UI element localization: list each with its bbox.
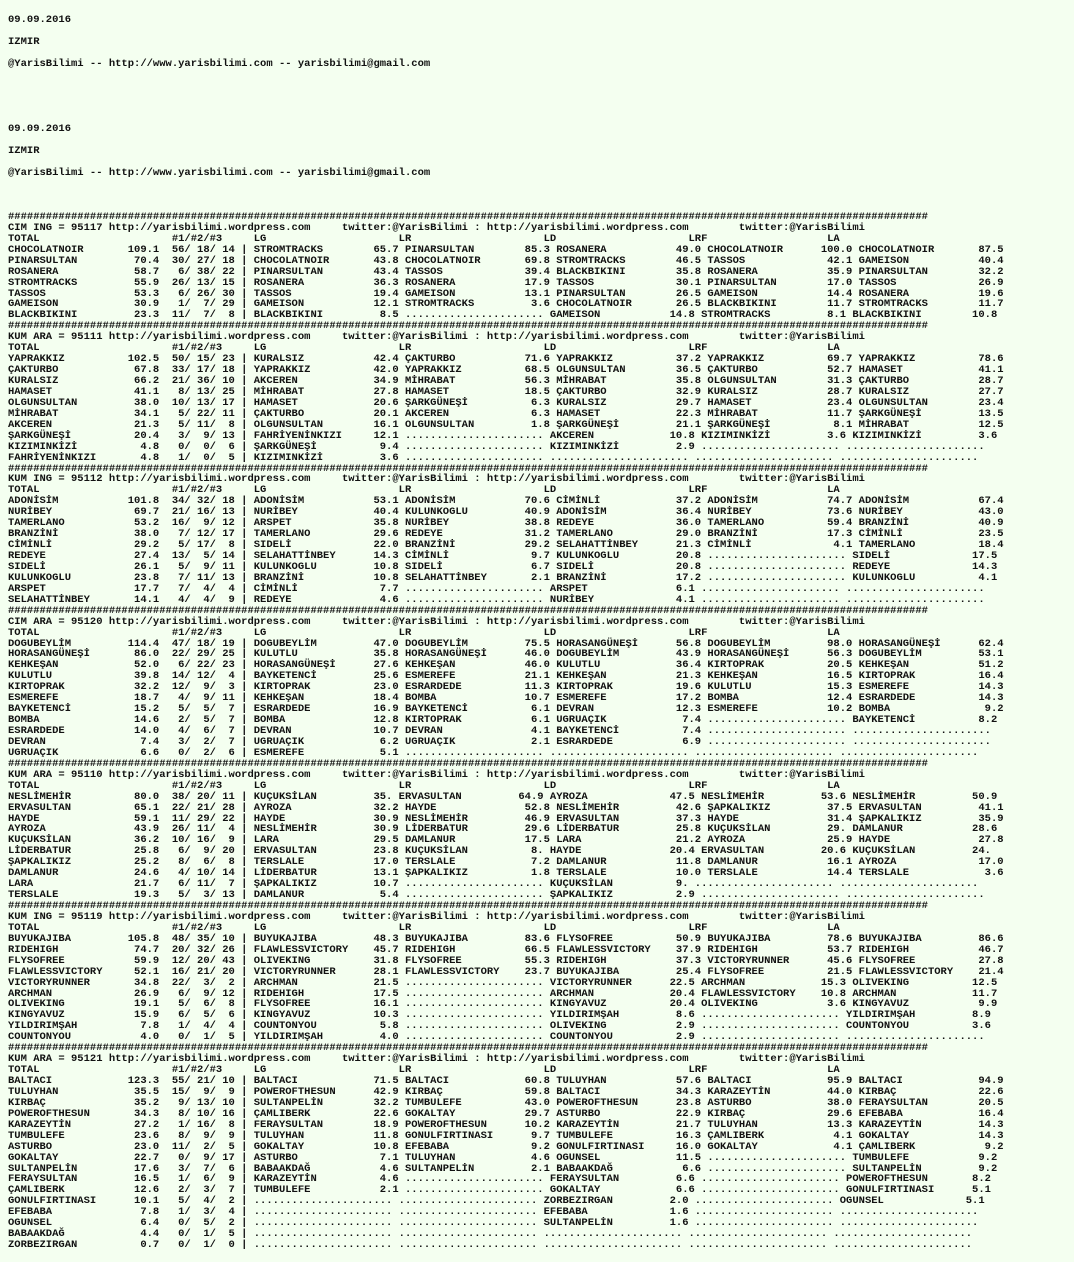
race-title: KUM ING = 95119 http://yarisbilimi.wordpress.com twitter:@YarisBilimi : http://yarisbilimi.wordpress.com twitter:@YarisBilimi: [8, 910, 865, 923]
table-row: OLGUNSULTAN 38.0 10/ 13/ 17 | HAMASET 20.6 ŞARKGÜNEŞİ 6.3 KURALSIZ 29.7 HAMASET 23.4 OLGUNSULTAN 23.4: [8, 396, 1004, 409]
table-row: BABAAKDAĞ 4.4 0/ 1/ 5 | ...................... ...................... ...................... ...................... ......................: [8, 1228, 973, 1241]
column-headers: TOTAL #1/#2/#3 LG LR LD LRF LA: [8, 342, 840, 355]
table-row: DAMLANUR 24.6 4/ 10/ 14 | LİDERBATUR 13.1 ŞAPKALIKIZ 1.8 TERSLALE 10.0 TERSLALE 14.4 TERSLALE 3.6: [8, 867, 1004, 880]
header-contact: @YarisBilimi -- http://www.yarisbilimi.com -- yarisbilimi@gmail.com: [8, 57, 431, 70]
table-row: ESRARDEDE 14.0 4/ 6/ 7 | DEVRAN 10.7 DEVRAN 4.1 BAYKETENCİ 7.4 ...................... ......................: [8, 725, 991, 738]
race-block: [8, 464, 1074, 606]
table-row: YAPRAKKIZ 102.5 50/ 15/ 23 | KURALSIZ 42.4 ÇAKTURBO 71.6 YAPRAKKIZ 37.2 YAPRAKKIZ 69.7 YAPRAKKIZ 78.6: [8, 353, 1004, 366]
table-row: KIRTOPRAK 32.2 12/ 9/ 3 | KIRTOPRAK 23.0 ESRARDEDE 11.3 KIRTOPRAK 19.6 KULUTLU 15.3 ESMEREFE 14.3: [8, 681, 1004, 694]
table-row: STROMTRACKS 55.9 26/ 13/ 15 | ROSANERA 36.3 ROSANERA 17.9 TASSOS 30.1 PINARSULTAN 17.0 TASSOS 26.9: [8, 276, 1004, 289]
column-headers: TOTAL #1/#2/#3 LG LR LD LRF LA: [8, 626, 840, 639]
table-row: BOMBA 14.6 2/ 5/ 7 | BOMBA 12.8 KIRTOPRAK 6.1 UGRUAÇIK 7.4 ...................... BAYKETENCİ 8.2: [8, 714, 998, 727]
table-row: BAYKETENCİ 15.2 5/ 5/ 7 | ESRARDEDE 16.9 BAYKETENCİ 6.1 DEVRAN 12.3 ESMEREFE 10.2 BOMBA 9.2: [8, 703, 1004, 716]
table-row: DOGUBEYLİM 114.4 47/ 18/ 19 | DOGUBEYLİM 47.0 DOGUBEYLİM 75.5 HORASANGÜNEŞİ 56.8 DOGUBEYLİM 98.0 HORASANGÜNEŞİ 62.4: [8, 637, 1004, 650]
table-row: FLAWLESSVICTORY 52.1 16/ 21/ 20 | VICTORYRUNNER 28.1 FLAWLESSVICTORY 23.7 BUYUKAJIBA 25.4 FLYSOFREE 21.5 FLAWLESSVICTORY 21.4: [8, 965, 1004, 978]
table-row: COUNTONYOU 4.0 0/ 1/ 5 | YILDIRIMŞAH 4.0 ...................... COUNTONYOU 2.9 ...................... ......................: [8, 1031, 985, 1044]
column-headers: TOTAL #1/#2/#3 LG LR LD LRF LA: [8, 232, 840, 245]
race-block: [8, 321, 1074, 463]
table-row: BLACKBIKINI 23.3 11/ 7/ 8 | BLACKBIKINI 8.5 ...................... GAMEISON 14.8 STROMTRACKS 8.1 BLACKBIKINI 10.8: [8, 309, 998, 322]
separator-line: ##################################################################################################################################################: [8, 604, 928, 617]
table-row: AKCEREN 21.3 5/ 11/ 8 | OLGUNSULTAN 16.1 OLGUNSULTAN 1.8 ŞARKGÜNEŞİ 21.1 ŞARKGÜNEŞİ 8.1 MİHRABAT 12.5: [8, 418, 1004, 431]
table-row: ŞARKGÜNEŞİ 20.4 3/ 9/ 13 | FAHRİYENİNKIZI 12.1 ...................... AKCEREN 10.8 KIZIMINKİZİ 3.6 KIZIMINKİZİ 3.6: [8, 429, 998, 442]
race-block: [8, 759, 1074, 901]
table-row: VICTORYRUNNER 34.8 22/ 3/ 2 | ARCHMAN 21.5 ...................... VICTORYRUNNER 22.5 ARCHMAN 15.3 OLIVEKING 12.5: [8, 976, 998, 989]
race-block: [8, 212, 1074, 321]
table-row: KUÇUKSİLAN 36.2 10/ 16/ 9 | LARA 29.5 DAMLANUR 17.5 LARA 21.2 AYROZA 25.9 HAYDE 27.8: [8, 834, 1004, 847]
table-row: OGUNSEL 6.4 0/ 5/ 2 | ...................... ...................... SULTANPELİN 1.6 ...................... ......................: [8, 1217, 979, 1230]
table-row: ZORBEZIRGAN 0.7 0/ 1/ 0 | ...................... ...................... ...................... ...................... ......................: [8, 1239, 973, 1252]
column-headers: TOTAL #1/#2/#3 LG LR LD LRF LA: [8, 484, 840, 497]
table-row: SIDELİ 26.1 5/ 9/ 11 | KULUNKOGLU 10.8 SIDELİ 6.7 SIDELİ 20.8 ...................... REDEYE 14.3: [8, 560, 998, 573]
table-row: GOKALTAY 22.7 0/ 9/ 17 | ASTURBO 7.1 TULUYHAN 4.6 OGUNSEL 11.5 ...................... TUMBULEFE 9.2: [8, 1151, 998, 1164]
table-row: TAMERLANO 53.2 16/ 9/ 12 | ARSPET 35.8 NURİBEY 38.8 REDEYE 36.0 TAMERLANO 59.4 BRANZİNİ 40.9: [8, 517, 1004, 530]
table-row: BUYUKAJIBA 105.8 48/ 35/ 10 | BUYUKAJIBA 48.3 BUYUKAJIBA 83.6 FLYSOFREE 50.9 BUYUKAJIBA 78.6 BUYUKAJIBA 86.6: [8, 932, 1004, 945]
table-row: RIDEHIGH 74.7 20/ 32/ 26 | FLAWLESSVICTORY 45.7 RIDEHIGH 66.5 FLAWLESSVICTORY 37.9 RIDEHIGH 53.7 RIDEHIGH 46.7: [8, 943, 1004, 956]
table-row: FAHRİYENİNKIZI 4.8 1/ 0/ 5 | KIZIMINKİZİ 3.6 ...................... ...................... ...................... ......................: [8, 451, 979, 464]
race-block: [8, 606, 1074, 759]
table-row: ŞAPKALIKIZ 25.2 8/ 6/ 8 | TERSLALE 17.0 TERSLALE 7.2 DAMLANUR 11.8 DAMLANUR 16.1 AYROZA 17.0: [8, 856, 1004, 869]
race-tables: [8, 212, 1074, 1251]
table-row: SELAHATTİNBEY 14.1 4/ 4/ 9 | REDEYE 4.6 ...................... NURİBEY 4.1 ...................... ......................: [8, 593, 985, 606]
table-row: NURİBEY 69.7 21/ 16/ 13 | NURİBEY 40.4 KULUNKOGLU 40.9 ADONİSİM 36.4 NURİBEY 73.6 NURİBEY 43.0: [8, 506, 1004, 519]
table-row: BRANZİNİ 38.0 7/ 12/ 17 | TAMERLANO 29.6 REDEYE 31.2 TAMERLANO 29.0 BRANZİNİ 17.3 CİMİNLİ 23.5: [8, 528, 1004, 541]
table-row: KEHKEŞAN 52.0 6/ 22/ 23 | HORASANGÜNEŞİ 27.6 KEHKEŞAN 46.0 KULUTLU 36.4 KIRTOPRAK 20.5 KEHKEŞAN 51.2: [8, 659, 1004, 672]
header-contact-repeat: @YarisBilimi -- http://www.yarisbilimi.com -- yarisbilimi@gmail.com: [8, 167, 431, 180]
table-row: ADONİSİM 101.8 34/ 32/ 18 | ADONİSİM 53.1 ADONİSİM 70.6 CİMİNLİ 37.2 ADONİSİM 74.7 ADONİSİM 67.4: [8, 495, 1004, 508]
table-row: POWEROFTHESUN 34.3 8/ 10/ 16 | ÇAMLIBERK 22.6 GOKALTAY 29.7 ASTURBO 22.9 KIRBAÇ 29.6 EFEBABA 16.4: [8, 1107, 1004, 1120]
table-row: AYROZA 43.9 26/ 11/ 4 | NESLİMEHİR 30.9 LİDERBATUR 29.6 LİDERBATUR 25.8 KUÇUKSİLAN 29. DAMLANUR 28.6: [8, 823, 998, 836]
table-row: BALTACI 123.3 55/ 21/ 10 | BALTACI 71.5 BALTACI 60.8 TULUYHAN 57.6 BALTACI 95.9 BALTACI 94.9: [8, 1075, 1004, 1088]
table-row: UGRUAÇIK 6.6 0/ 2/ 6 | ESMEREFE 5.1 ...................... ...................... ...................... ......................: [8, 746, 979, 759]
table-row: LİDERBATUR 25.8 6/ 9/ 20 | ERVASULTAN 23.8 KUÇUKSİLAN 8. HAYDE 20.4 ERVASULTAN 20.6 KUÇUKSİLAN 24.: [8, 845, 991, 858]
separator-line: ##################################################################################################################################################: [8, 757, 928, 770]
table-row: KIRBAÇ 35.2 9/ 13/ 10 | SULTANPELİN 32.2 TUMBULEFE 43.0 POWEROFTHESUN 23.8 ASTURBO 38.0 FERAYSULTAN 20.5: [8, 1096, 1004, 1109]
table-row: TERSLALE 19.3 5/ 3/ 13 | DAMLANUR 5.4 ...................... ŞAPKALIKIZ 2.9 ...................... ......................: [8, 889, 985, 902]
blank-line: [8, 103, 1074, 114]
table-row: GONULFIRTINASI 10.1 5/ 4/ 2 | ...................... ...................... ZORBEZIRGAN 2.0 ...................... OGUNSEL 5.1: [8, 1195, 985, 1208]
table-row: NESLİMEHİR 80.0 38/ 20/ 11 | KUÇUKSİLAN 35. ERVASULTAN 64.9 AYROZA 47.5 NESLİMEHİR 53.6 NESLİMEHİR 50.9: [8, 790, 998, 803]
race-block: [8, 901, 1074, 1043]
table-row: LARA 21.7 6/ 11/ 7 | ŞAPKALIKIZ 10.7 ...................... KUÇUKSİLAN 9. ...................... ......................: [8, 878, 979, 891]
table-row: ÇAKTURBO 67.8 33/ 17/ 18 | YAPRAKKIZ 42.0 YAPRAKKIZ 68.5 OLGUNSULTAN 36.5 ÇAKTURBO 52.7 HAMASET 41.1: [8, 364, 1004, 377]
blank-line: [8, 81, 1074, 92]
separator-line: ##################################################################################################################################################: [8, 320, 928, 333]
table-row: KARAZEYTİN 27.2 1/ 16/ 8 | FERAYSULTAN 18.9 POWEROFTHESUN 10.2 KARAZEYTİN 21.7 TULUYHAN 13.3 KARAZEYTİN 14.3: [8, 1118, 1004, 1131]
column-headers: TOTAL #1/#2/#3 LG LR LD LRF LA: [8, 779, 840, 792]
table-row: KURALSIZ 66.2 21/ 36/ 10 | AKCEREN 34.9 MİHRABAT 56.3 MİHRABAT 35.8 OLGUNSULTAN 31.3 ÇAKTURBO 28.7: [8, 375, 1004, 388]
header-city-repeat: IZMIR: [8, 145, 40, 158]
separator-line: ##################################################################################################################################################: [8, 900, 928, 913]
header-date-repeat: 09.09.2016: [8, 123, 72, 136]
table-row: ESMEREFE 18.7 4/ 9/ 11 | KEHKEŞAN 18.4 BOMBA 10.7 ESMEREFE 17.2 BOMBA 12.4 ESRARDEDE 14.3: [8, 692, 1004, 705]
table-row: KULUNKOGLU 23.8 7/ 11/ 13 | BRANZİNİ 10.8 SELAHATTİNBEY 2.1 BRANZİNİ 17.2 ...................... KULUNKOGLU 4.1: [8, 571, 998, 584]
table-row: SULTANPELİN 17.6 3/ 7/ 6 | BABAAKDAĞ 4.6 SULTANPELİN 2.1 BABAAKDAĞ 6.6 ...................... SULTANPELİN 9.2: [8, 1162, 998, 1175]
table-row: GAMEISON 30.9 1/ 7/ 29 | GAMEISON 12.1 STROMTRACKS 3.6 CHOCOLATNOIR 26.5 BLACKBIKINI 11.7 STROMTRACKS 11.7: [8, 298, 1004, 311]
table-row: FERAYSULTAN 16.5 1/ 6/ 9 | KARAZEYTİN 4.6 ...................... FERAYSULTAN 6.6 ...................... POWEROFTHESUN 8.2: [8, 1173, 991, 1186]
column-headers: TOTAL #1/#2/#3 LG LR LD LRF LA: [8, 1064, 840, 1077]
table-row: TASSOS 53.3 6/ 26/ 30 | TASSOS 19.4 GAMEISON 13.1 PINARSULTAN 26.5 GAMEISON 14.4 ROSANERA 19.6: [8, 287, 1004, 300]
table-row: FLYSOFREE 59.9 12/ 20/ 43 | OLIVEKING 31.8 FLYSOFREE 55.3 RIDEHIGH 37.3 VICTORYRUNNER 45.6 FLYSOFREE 27.8: [8, 954, 1004, 967]
header-date: 09.09.2016: [8, 13, 72, 26]
table-row: TUMBULEFE 23.6 8/ 9/ 9 | TULUYHAN 11.8 GONULFIRTINASI 9.7 TUMBULEFE 16.3 ÇAMLIBERK 4.1 GOKALTAY 14.3: [8, 1129, 1004, 1142]
table-row: ARSPET 17.7 7/ 4/ 4 | CİMİNLİ 7.7 ...................... ARSPET 6.1 ...................... ......................: [8, 582, 985, 595]
table-row: EFEBABA 7.8 1/ 3/ 4 | ...................... ...................... EFEBABA 1.6 ...................... ......................: [8, 1206, 979, 1219]
race-title: KUM ARA = 95121 http://yarisbilimi.wordpress.com twitter:@YarisBilimi : http://yarisbilimi.wordpress.com twitter:@YarisBilimi: [8, 1053, 865, 1066]
table-row: HORASANGÜNEŞİ 86.0 22/ 29/ 25 | KULUTLU 35.8 HORASANGÜNEŞİ 46.0 DOGUBEYLİM 43.9 HORASANGÜNEŞİ 56.3 DOGUBEYLİM 53.1: [8, 648, 1004, 661]
table-row: ÇAMLIBERK 12.6 2/ 3/ 7 | TUMBULEFE 2.1 ...................... GOKALTAY 6.6 ...................... GONULFIRTINASI 5.1: [8, 1184, 991, 1197]
table-row: ARCHMAN 26.9 6/ 9/ 12 | RIDEHIGH 17.5 ...................... ARCHMAN 20.4 FLAWLESSVICTORY 10.8 ARCHMAN 11.7: [8, 987, 998, 1000]
table-row: HAYDE 59.1 11/ 29/ 22 | HAYDE 30.9 NESLİMEHİR 46.9 ERVASULTAN 37.3 HAYDE 31.4 ŞAPKALIKIZ 35.9: [8, 812, 1004, 825]
race-title: KUM ARA = 95111 http://yarisbilimi.wordpress.com twitter:@YarisBilimi : http://yarisbilimi.wordpress.com twitter:@YarisBilimi: [8, 331, 865, 344]
table-row: PINARSULTAN 70.4 30/ 27/ 18 | CHOCOLATNOIR 43.8 CHOCOLATNOIR 69.8 STROMTRACKS 46.5 TASSOS 42.1 GAMEISON 40.4: [8, 254, 1004, 267]
table-row: CHOCOLATNOIR 109.1 56/ 18/ 14 | STROMTRACKS 65.7 PINARSULTAN 85.3 ROSANERA 49.0 CHOCOLATNOIR 100.0 CHOCOLATNOIR 87.5: [8, 243, 1004, 256]
table-row: YILDIRIMŞAH 7.8 1/ 4/ 4 | COUNTONYOU 5.8 ...................... OLIVEKING 2.9 ...................... COUNTONYOU 3.6: [8, 1020, 991, 1033]
table-row: KINGYAVUZ 15.9 6/ 5/ 6 | KINGYAVUZ 10.3 ...................... YILDIRIMŞAH 8.6 ...................... YILDIRIMŞAH 8.9: [8, 1009, 991, 1022]
table-row: KIZIMINKİZİ 4.8 0/ 0/ 6 | ŞARKGÜNEŞİ 9.4 ...................... KIZIMINKİZİ 2.9 ...................... ......................: [8, 440, 985, 453]
blank-line: [8, 190, 1074, 201]
race-title: CIM ARA = 95120 http://yarisbilimi.wordpress.com twitter:@YarisBilimi : http://yarisbilimi.wordpress.com twitter:@YarisBilimi: [8, 615, 865, 628]
header-city: IZMIR: [8, 35, 40, 48]
race-title: KUM ING = 95112 http://yarisbilimi.wordpress.com twitter:@YarisBilimi : http://yarisbilimi.wordpress.com twitter:@YarisBilimi: [8, 473, 865, 486]
table-row: ROSANERA 58.7 6/ 38/ 22 | PINARSULTAN 43.4 TASSOS 39.4 BLACKBIKINI 35.8 ROSANERA 35.9 PINARSULTAN 32.2: [8, 265, 1004, 278]
table-row: DEVRAN 7.4 3/ 2/ 7 | UGRUAÇIK 6.2 UGRUAÇIK 2.1 ESRARDEDE 6.9 ...................... ......................: [8, 735, 991, 748]
separator-line: ##################################################################################################################################################: [8, 462, 928, 475]
race-title: KUM ARA = 95110 http://yarisbilimi.wordpress.com twitter:@YarisBilimi : http://yarisbilimi.wordpress.com twitter:@YarisBilimi: [8, 768, 865, 781]
table-row: TULUYHAN 35.5 15/ 9/ 9 | POWEROFTHESUN 42.9 KIRBAÇ 59.8 BALTACI 34.3 KARAZEYTİN 44.0 KIRBAÇ 22.6: [8, 1085, 1004, 1098]
separator-line: ##################################################################################################################################################: [8, 1042, 928, 1055]
table-row: REDEYE 27.4 13/ 5/ 14 | SELAHATTİNBEY 14.3 CİMİNLİ 9.7 KULUNKOGLU 20.8 ...................... SIDELİ 17.5: [8, 550, 998, 563]
race-title: CIM ING = 95117 http://yarisbilimi.wordpress.com twitter:@YarisBilimi : http://yarisbilimi.wordpress.com twitter:@YarisBilimi: [8, 221, 865, 234]
table-row: KULUTLU 39.8 14/ 12/ 4 | BAYKETENCİ 25.6 ESMEREFE 21.1 KEHKEŞAN 21.3 KEHKEŞAN 16.5 KIRTOPRAK 16.4: [8, 670, 1004, 683]
table-row: ASTURBO 23.0 11/ 2/ 5 | GOKALTAY 10.8 EFEBABA 9.2 GONULFIRTINASI 16.0 GOKALTAY 4.1 ÇAMLIBERK 9.2: [8, 1140, 1004, 1153]
table-row: ERVASULTAN 65.1 22/ 21/ 28 | AYROZA 32.2 HAYDE 52.8 NESLİMEHİR 42.6 ŞAPKALIKIZ 37.5 ERVASULTAN 41.1: [8, 801, 1004, 814]
table-row: OLIVEKING 19.1 5/ 6/ 8 | FLYSOFREE 16.1 ...................... KINGYAVUZ 20.4 OLIVEKING 3.6 KINGYAVUZ 9.9: [8, 998, 998, 1011]
table-row: CİMİNLİ 29.2 5/ 17/ 8 | SIDELİ 22.0 BRANZİNİ 29.2 SELAHATTİNBEY 21.3 CİMİNLİ 4.1 TAMERLANO 18.4: [8, 539, 1004, 552]
race-block: [8, 1043, 1074, 1251]
table-row: MİHRABAT 34.1 5/ 22/ 11 | ÇAKTURBO 20.1 AKCEREN 6.3 HAMASET 22.3 MİHRABAT 11.7 ŞARKGÜNEŞİ 13.5: [8, 407, 1004, 420]
separator-line: ##################################################################################################################################################: [8, 210, 928, 223]
column-headers: TOTAL #1/#2/#3 LG LR LD LRF LA: [8, 921, 840, 934]
table-row: HAMASET 41.1 8/ 13/ 25 | MİHRABAT 27.8 HAMASET 18.5 ÇAKTURBO 32.9 KURALSIZ 28.7 KURALSIZ 27.7: [8, 385, 1004, 398]
